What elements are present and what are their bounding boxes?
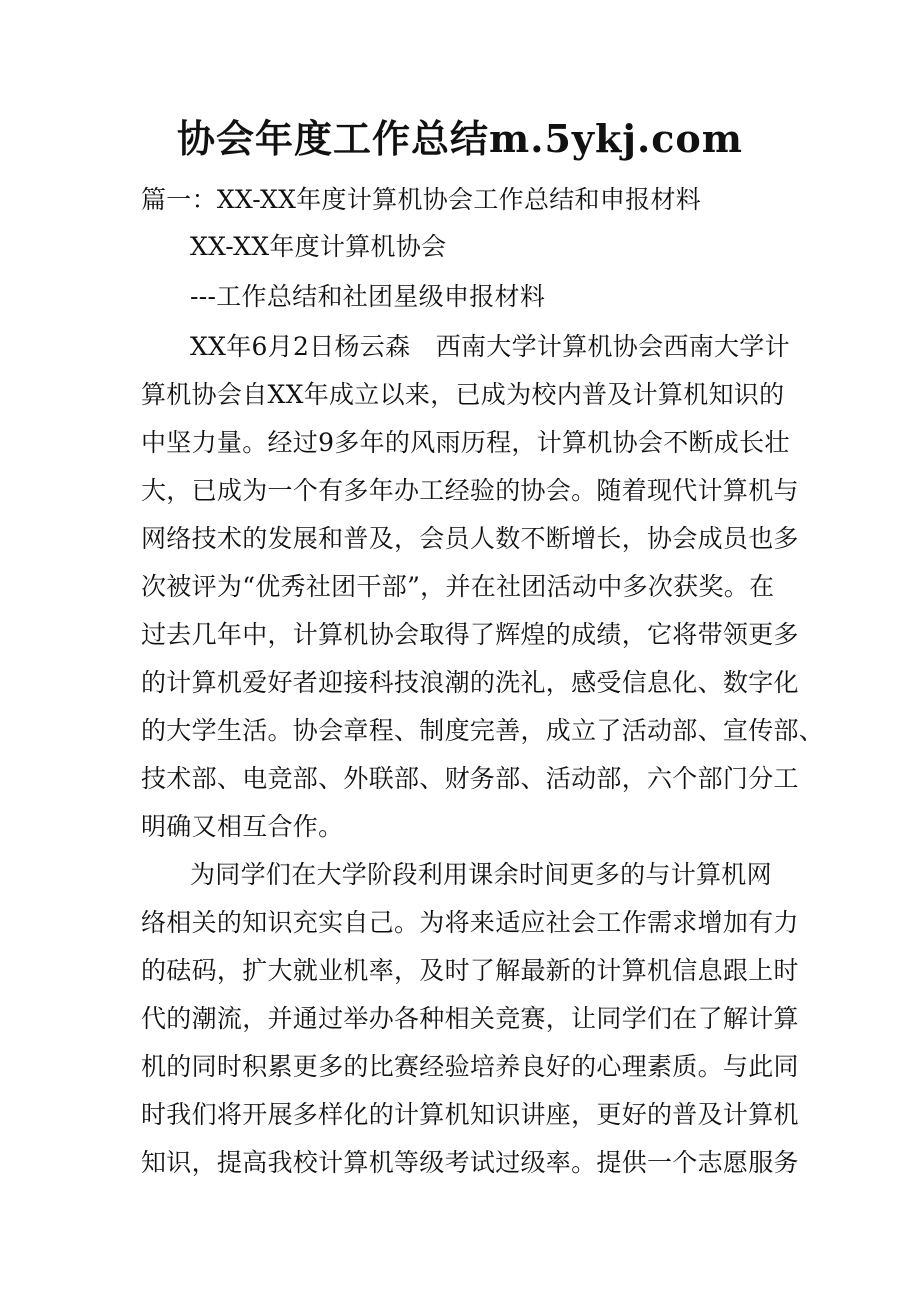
text-line: 代的潮流，并通过举办各种相关竞赛，让同学们在了解计算: [141, 1004, 799, 1033]
text-line: 中坚力量。经过9多年的风雨历程，计算机协会不断成长壮: [141, 428, 790, 457]
text-line: 络相关的知识充实自己。为将来适应社会工作需求增加有力: [141, 908, 799, 937]
text-line: XX年6月2日杨云森 西南大学计算机协会西南大学计: [190, 332, 790, 361]
text-line: 过去几年中，计算机协会取得了辉煌的成绩，它将带领更多: [141, 620, 799, 649]
text-line: 大，已成为一个有多年办工经验的协会。随着现代计算机与: [141, 476, 799, 505]
text-line: 的大学生活。协会章程、制度完善，成立了活动部、宣传部、: [141, 716, 825, 745]
text-line: 知识，提高我校计算机等级考试过级率。提供一个志愿服务: [141, 1148, 799, 1177]
text-line: 的计算机爱好者迎接科技浪潮的洗礼，感受信息化、数字化: [141, 668, 799, 697]
text-line: 技术部、电竞部、外联部、财务部、活动部，六个部门分工: [141, 764, 799, 793]
text-line: 网络技术的发展和普及，会员人数不断增长，协会成员也多: [141, 524, 799, 553]
text-line: 时我们将开展多样化的计算机知识讲座，更好的普及计算机: [141, 1100, 799, 1129]
text-line: 次被评为“优秀社团干部”，并在社团活动中多次获奖。在: [141, 572, 775, 601]
text-line-section-heading: 篇一：XX-XX年度计算机协会工作总结和申报材料: [141, 185, 702, 214]
document-title: 协会年度工作总结m.5ykj.com: [177, 116, 743, 161]
text-line: 的砝码，扩大就业机率，及时了解最新的计算机信息跟上时: [141, 956, 799, 985]
text-line: 明确又相互合作。: [141, 812, 344, 841]
text-line: 为同学们在大学阶段利用课余时间更多的与计算机网: [190, 860, 772, 889]
text-line: 算机协会自XX年成立以来，已成为校内普及计算机知识的: [141, 380, 785, 409]
text-line: 机的同时积累更多的比赛经验培养良好的心理素质。与此同: [141, 1052, 799, 1081]
text-line-subtitle: ---工作总结和社团星级申报材料: [190, 282, 546, 311]
text-line-subtitle: XX-XX年度计算机协会: [190, 232, 447, 261]
